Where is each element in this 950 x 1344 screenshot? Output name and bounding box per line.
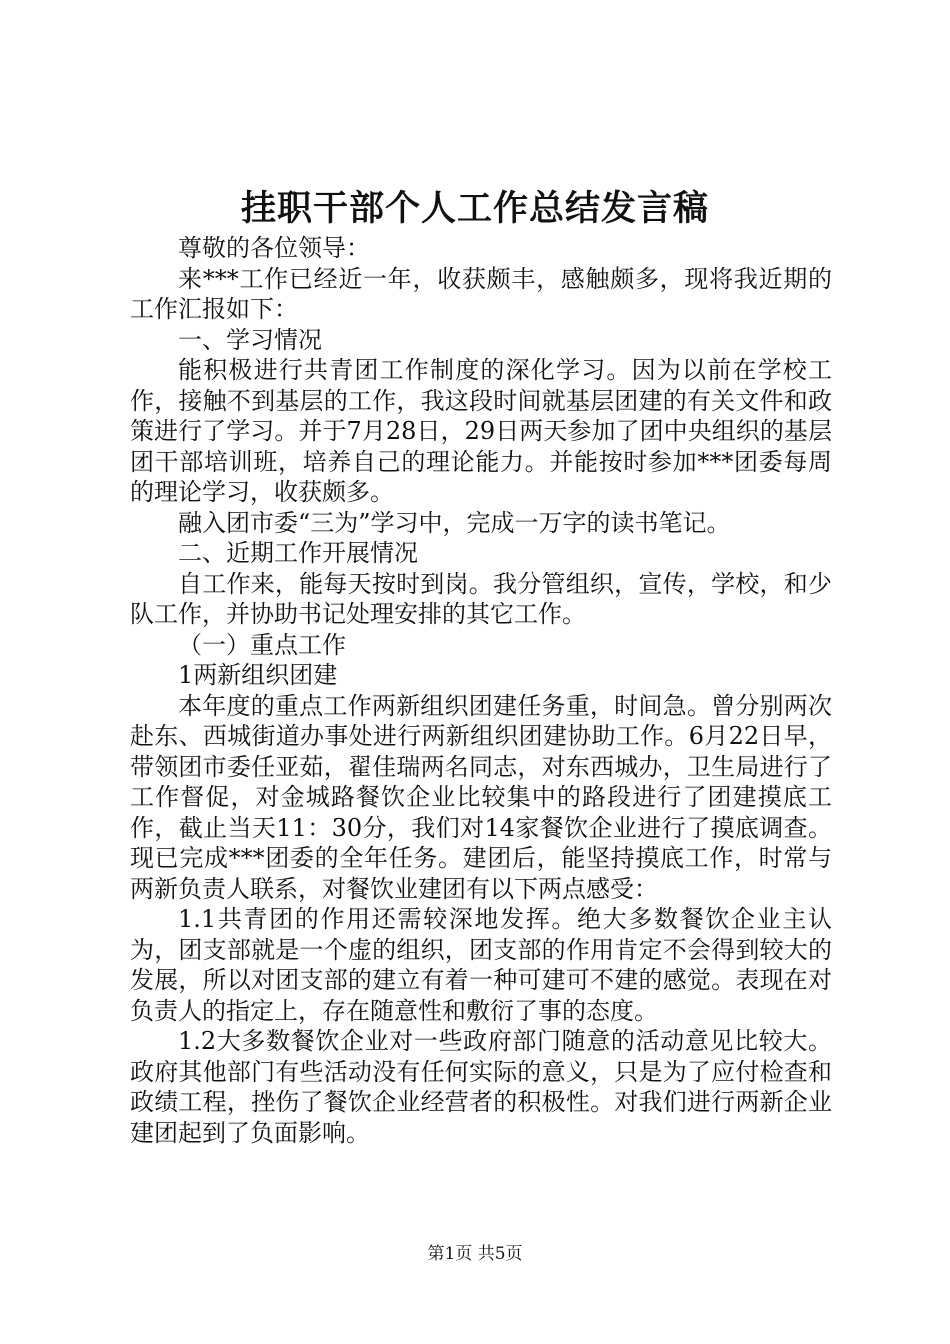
document-body <box>130 233 832 1148</box>
point-1-1-paragraph: 1.1共青团的作用还需较深地发挥。绝大多数餐饮企业主认为，团支部就是一个虚的组织，团支部的作用肯定不会得到较大的发展，所以对团支部的建立有着一种可建可不建的感觉。表现在对负责人的指定上，存在随意性和敷衍了事的态度。 <box>130 905 832 1025</box>
page-footer: 第1页 共5页 <box>427 1244 523 1264</box>
work-duty-paragraph: 自工作来，能每天按时到岗。我分管组织，宣传，学校，和少队工作，并协助书记处理安排的其它工作。 <box>130 569 832 628</box>
salutation: 尊敬的各位领导： <box>178 234 370 262</box>
subsection-heading-key-work: （一）重点工作 <box>178 630 346 659</box>
study-paragraph: 能积极进行共青团工作制度的深化学习。因为以前在学校工作，接触不到基层的工作，我这段时间就基层团建的有关文件和政策进行了学习。并于7月28日，29日两天参加了团中央组织的基层团干部培训班，培养自己的理论能力。并能按时参加***团委每周的理论学习，收获颇多。 <box>130 356 832 506</box>
section-heading-work: 二、近期工作开展情况 <box>178 539 418 567</box>
org-building-paragraph: 本年度的重点工作两新组织团建任务重，时间急。曾分别两次赴东、西城街道办事处进行两新组织团建协助工作。6月22日早，带领团市委任亚茹，翟佳瑞两名同志，对东西城办，卫生局进行了工作督促，对金城路餐饮企业比较集中的路段进行了团建摸底工作，截止当天11：30分，我们对14家餐饮企业进行了摸底调查。现已完成***团委的全年任务。建团后，能坚持摸底工作，时常与两新负责人联系，对餐饮业建团有以下两点感受： <box>130 691 832 903</box>
section-heading-study: 一、学习情况 <box>178 325 322 354</box>
item-heading-org: 1两新组织团建 <box>178 661 338 689</box>
study-notes-paragraph: 融入团市委“三为”学习中，完成一万字的读书笔记。 <box>178 508 731 537</box>
point-1-2-paragraph: 1.2大多数餐饮企业对一些政府部门随意的活动意见比较大。政府其他部门有些活动没有任何实际的意义，只是为了应付检查和政绩工程，挫伤了餐饮企业经营者的积极性。对我们进行两新企业建团起到了负面影响。 <box>130 1027 832 1147</box>
document-title: 挂职干部个人工作总结发言稿 <box>240 188 709 229</box>
intro-paragraph: 来***工作已经近一年，收获颇丰，感触颇多，现将我近期的工作汇报如下： <box>130 264 832 323</box>
